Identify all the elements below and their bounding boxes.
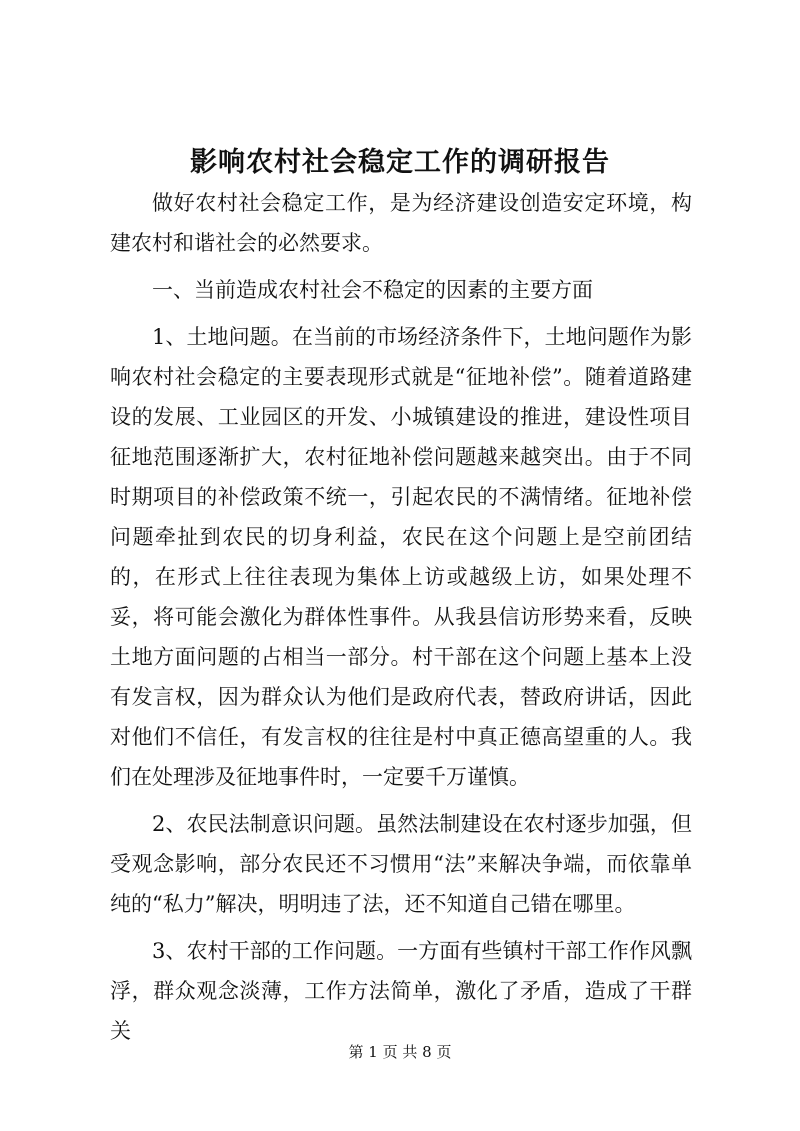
- page-number-footer: 第 1 页 共 8 页: [348, 1043, 452, 1061]
- section-heading: 一、当前造成农村社会不稳定的因素的主要方面: [152, 278, 593, 302]
- paragraph-legal-awareness: 2、农民法制意识问题。虽然法制建设在农村逐步加强，但受观念影响，部分农民还不习惯用“法”来解决争端，而依靠单纯的“私力”解决，明明违了法，还不知道自己错在哪里。: [110, 812, 692, 916]
- paragraph-intro: 做好农村社会稳定工作，是为经济建设创造安定环境，构建农村和谐社会的必然要求。: [110, 191, 692, 255]
- paragraph-land-issue: 1、土地问题。在当前的市场经济条件下，土地问题作为影响农村社会稳定的主要表现形式就是“征地补偿”。随着道路建设的发展、工业园区的开发、小城镇建设的推进，建设性项目征地范围逐渐扩大，农村征地补偿问题越来越突出。由于不同时期项目的补偿政策不统一，引起农民的不满情绪。征地补偿问题牵扯到农民的切身利益，农民在这个问题上是空前团结的，在形式上往往表现为集体上访或越级上访，如果处理不妥，将可能会激化为群体性事件。从我县信访形势来看，反映土地方面问题的占相当一部分。村干部在这个问题上基本上没有发言权，因为群众认为他们是政府代表，替政府讲话，因此对他们不信任，有发言权的往往是村中真正德高望重的人。我们在处理涉及征地事件时，一定要千万谨慎。: [110, 325, 692, 789]
- paragraph-cadre-work: 3、农村干部的工作问题。一方面有些镇村干部工作作风飘浮，群众观念淡薄，工作方法简单，激化了矛盾，造成了干群关: [110, 939, 692, 1043]
- document-title: 影响农村社会稳定工作的调研报告: [190, 147, 610, 178]
- document-body: [110, 183, 692, 1058]
